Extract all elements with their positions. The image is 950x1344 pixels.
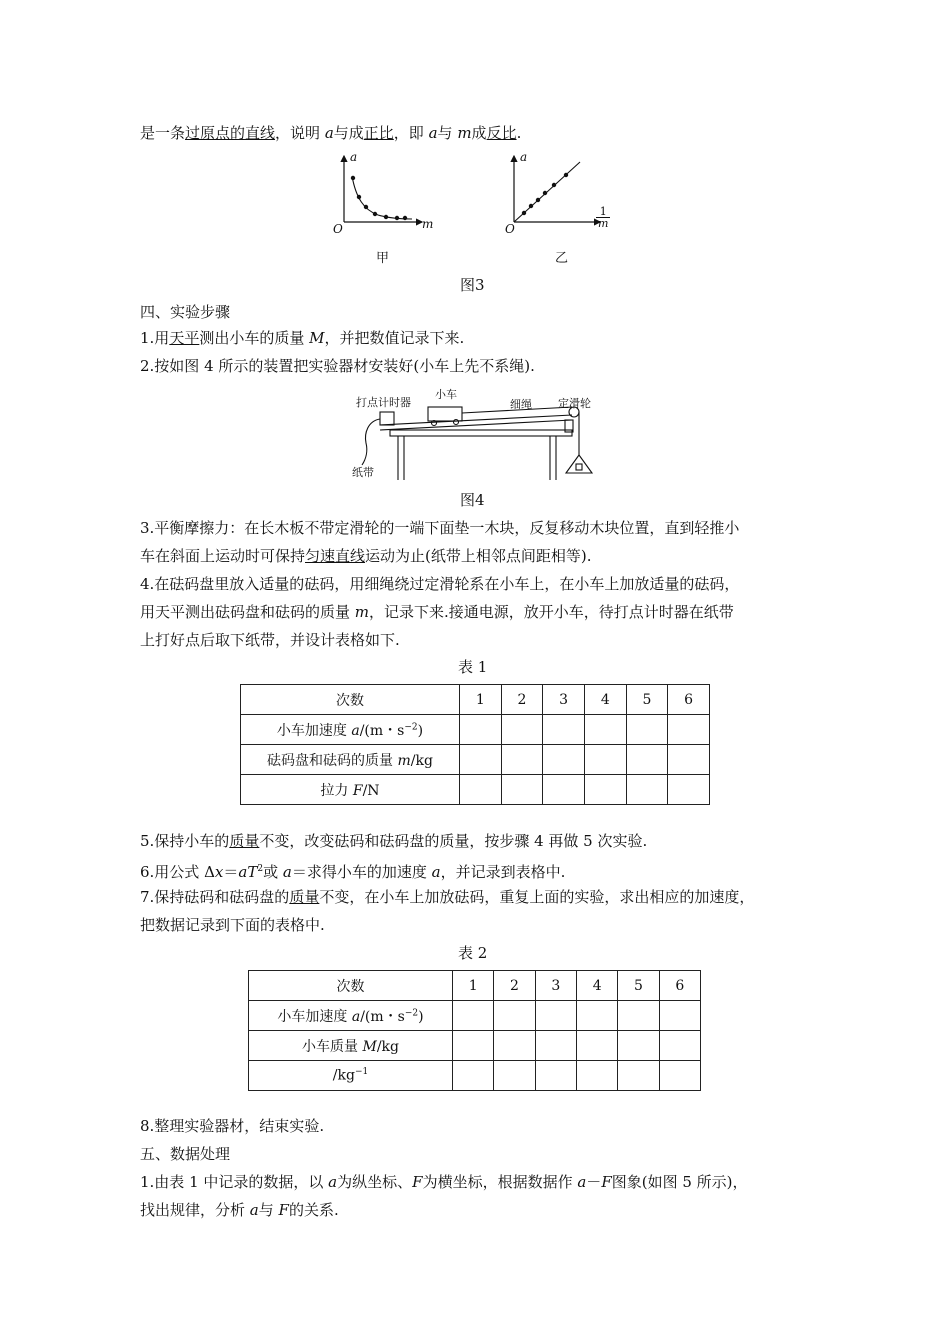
variable: F <box>352 782 363 799</box>
text: 与成 <box>333 124 364 142</box>
data-cell <box>618 1061 659 1091</box>
header-cell: 4 <box>584 685 626 715</box>
data-cell <box>535 1001 576 1031</box>
row-label <box>249 1031 453 1061</box>
row-label <box>241 715 460 745</box>
step-1 <box>140 327 464 349</box>
header-cell: 次数 <box>241 685 460 715</box>
header-cell: 5 <box>626 685 668 715</box>
fraction-denominator: m <box>598 217 609 230</box>
header-cell: 4 <box>576 971 617 1001</box>
text: ，记录下来.接通电源，放开小车，待打点计时器在纸带 <box>369 603 734 621</box>
variable: m <box>354 603 370 621</box>
text: /kg <box>376 1038 399 1055</box>
text: ，说明 <box>275 124 325 142</box>
header-cell: 1 <box>453 971 494 1001</box>
text: 小车加速度 <box>276 722 352 739</box>
variable: a <box>428 124 438 142</box>
data-cell <box>659 1061 700 1091</box>
step-3-line1: 3.平衡摩擦力：在长木板不带定滑轮的一端下面垫一木块，反复移动木块位置，直到轻推小 <box>140 519 740 537</box>
data-cell <box>618 1001 659 1031</box>
text: /N <box>362 782 380 799</box>
data-cell <box>494 1061 535 1091</box>
text: 测出小车的质量 <box>199 329 310 347</box>
variable: aT <box>238 863 258 881</box>
variable: a <box>577 1173 587 1191</box>
superscript: −2 <box>404 721 418 732</box>
data-cell <box>668 775 710 805</box>
data-cell <box>460 775 502 805</box>
text: 与 <box>437 124 458 142</box>
data-cell <box>543 745 585 775</box>
step-4-line1: 4.在砝码盘里放入适量的砝码，用细绳绕过定滑轮系在小车上，在小车上加放适量的砝码， <box>140 575 740 593</box>
data-cell <box>453 1031 494 1061</box>
text: 小车加速度 <box>277 1008 352 1025</box>
text: 图象(如图 5 所示)， <box>611 1173 748 1191</box>
text: ，并记录到表格中. <box>440 863 566 881</box>
variable: a <box>351 1008 361 1025</box>
text: 砝码盘和砝码的质量 <box>267 752 398 769</box>
table1 <box>240 684 710 805</box>
graph-jia-y-label: a <box>350 150 358 164</box>
data-cell <box>535 1061 576 1091</box>
text: 拉力 <box>320 782 353 799</box>
label-string: 细绳 <box>510 398 532 411</box>
variable: m <box>457 124 472 142</box>
data-cell <box>501 715 543 745</box>
header-cell: 次数 <box>249 971 453 1001</box>
step-7-line2: 把数据记录到下面的表格中. <box>140 916 325 934</box>
text: 与 <box>258 1201 279 1219</box>
step-4-line2 <box>140 601 734 623</box>
text: /(m・s <box>360 1008 405 1025</box>
table-row <box>249 1001 701 1031</box>
data-cell <box>576 1001 617 1031</box>
data-cell <box>584 745 626 775</box>
graph-yi-caption: 乙 <box>555 251 569 266</box>
table-row <box>241 715 710 745</box>
text: 5.保持小车的 <box>140 832 230 850</box>
data-cell <box>494 1001 535 1031</box>
table-row <box>249 1061 701 1091</box>
text: 1.用 <box>140 329 170 347</box>
data-cell <box>584 715 626 745</box>
graph-jia-x-label: m <box>422 217 434 231</box>
step-7-line1 <box>140 886 754 908</box>
superscript: −1 <box>354 1067 369 1078</box>
step-6 <box>140 858 565 883</box>
data-cell <box>584 775 626 805</box>
header-cell: 2 <box>494 971 535 1001</box>
table1-caption: 表 1 <box>458 658 488 676</box>
data-cell <box>659 1001 700 1031</box>
step-5 <box>140 830 647 852</box>
data-cell <box>626 745 668 775</box>
text: /kg <box>410 752 433 769</box>
variable: a <box>249 1201 259 1219</box>
header-cell: 6 <box>668 685 710 715</box>
variable: x <box>214 863 224 881</box>
fraction-numerator: 1 <box>599 205 607 218</box>
data-cell <box>460 715 502 745</box>
figure4-caption: 图4 <box>460 491 485 509</box>
header-cell: 3 <box>543 685 585 715</box>
data-cell <box>453 1061 494 1091</box>
graph-jia-origin: O <box>333 222 343 236</box>
table-row <box>241 775 710 805</box>
text: 不变，在小车上加放砝码，重复上面的实验，求出相应的加速度， <box>319 888 755 906</box>
table-row <box>249 1031 701 1061</box>
step-3-line2 <box>140 545 592 567</box>
text: ) <box>418 1008 424 1025</box>
table-row <box>249 971 701 1001</box>
underlined-term: 正比 <box>363 124 394 142</box>
label-timer: 打点计时器 <box>356 396 411 409</box>
variable: a <box>328 1173 338 1191</box>
data-cell <box>576 1061 617 1091</box>
header-cell: 3 <box>535 971 576 1001</box>
text: /kg <box>332 1067 355 1084</box>
data-cell <box>668 715 710 745</box>
data-cell <box>460 745 502 775</box>
underlined-term: 质量 <box>229 832 260 850</box>
variable: F <box>601 1173 612 1191</box>
header-cell: 5 <box>618 971 659 1001</box>
variable: a <box>431 863 441 881</box>
text: 或 <box>263 863 283 881</box>
row-label <box>249 1001 453 1031</box>
text: ＝ <box>223 863 239 881</box>
label-pulley: 定滑轮 <box>558 397 591 410</box>
figure3-caption: 图3 <box>460 276 485 294</box>
row-label <box>241 775 460 805</box>
header-cell: 1 <box>460 685 502 715</box>
table2 <box>248 970 701 1091</box>
table2-caption: 表 2 <box>458 944 488 962</box>
underlined-term: 质量 <box>289 888 320 906</box>
step-2: 2.按如图 4 所示的装置把实验器材安装好(小车上先不系绳). <box>140 357 535 375</box>
text: 运动为止(纸带上相邻点间距相等). <box>365 547 592 565</box>
text: . <box>516 124 522 142</box>
data-cell <box>543 715 585 745</box>
header-cell: 2 <box>501 685 543 715</box>
underlined-term: 过原点的直线 <box>185 124 276 142</box>
label-tape: 纸带 <box>352 466 374 479</box>
text: 用天平测出砝码盘和砝码的质量 <box>140 603 355 621</box>
data-cell <box>543 775 585 805</box>
header-cell: 6 <box>659 971 700 1001</box>
text: ，并把数值记录下来. <box>324 329 465 347</box>
data-cell <box>494 1031 535 1061</box>
text: 为横坐标，根据数据作 <box>422 1173 578 1191</box>
data-cell <box>501 745 543 775</box>
text: 不变，改变砝码和砝码盘的质量，按步骤 4 再做 5 次实验. <box>259 832 648 850</box>
data-cell <box>618 1031 659 1061</box>
intro-line <box>140 122 521 144</box>
section4-heading: 四、实验步骤 <box>140 303 231 321</box>
underlined-term: 天平 <box>169 329 200 347</box>
section5-heading: 五、数据处理 <box>140 1145 231 1163</box>
graph-jia-caption: 甲 <box>376 251 390 266</box>
table-row <box>241 685 710 715</box>
text: － <box>586 1173 602 1191</box>
label-cart: 小车 <box>435 388 457 401</box>
data-cell <box>535 1031 576 1061</box>
data-cell <box>668 745 710 775</box>
text: 7.保持砝码和砝码盘的 <box>140 888 290 906</box>
text: 1.由表 1 中记录的数据，以 <box>140 1173 329 1191</box>
row-label <box>241 745 460 775</box>
variable: a <box>351 722 360 739</box>
text: ，即 <box>393 124 429 142</box>
data-cell <box>659 1031 700 1061</box>
step-8: 8.整理实验器材，结束实验. <box>140 1117 325 1135</box>
variable: a <box>282 863 292 881</box>
underlined-term: 反比 <box>486 124 517 142</box>
text: 车在斜面上运动时可保持 <box>140 547 306 565</box>
text: ) <box>417 722 424 739</box>
variable: F <box>278 1201 289 1219</box>
variable: a <box>324 124 334 142</box>
data-cell <box>576 1031 617 1061</box>
variable: F <box>412 1173 423 1191</box>
data-cell <box>626 775 668 805</box>
figure3-graph-yi <box>500 150 610 240</box>
data-cell <box>626 715 668 745</box>
graph-yi-x-label <box>596 206 610 229</box>
step-4-line3: 上打好点后取下纸带，并设计表格如下. <box>140 631 400 649</box>
superscript: 2 <box>257 864 264 874</box>
text: 的关系. <box>288 1201 339 1219</box>
underlined-term: 匀速直线 <box>305 547 366 565</box>
data-points <box>351 176 407 220</box>
variable: m <box>397 752 411 769</box>
graph-yi-y-label: a <box>520 150 528 164</box>
variable: M <box>309 329 325 347</box>
text: /(m・s <box>359 722 405 739</box>
text: 6.用公式 Δ <box>140 863 215 881</box>
variable: M <box>362 1038 377 1055</box>
data-cell <box>501 775 543 805</box>
superscript: −2 <box>404 1007 419 1018</box>
text: 找出规律，分析 <box>140 1201 250 1219</box>
text: 是一条 <box>140 124 186 142</box>
text: 为纵坐标、 <box>337 1173 413 1191</box>
data-step-1-line1 <box>140 1171 748 1193</box>
text: 成 <box>471 124 487 142</box>
graph-yi-origin: O <box>505 222 515 236</box>
table-row <box>241 745 710 775</box>
text: 小车质量 <box>302 1038 363 1055</box>
row-label <box>249 1061 453 1091</box>
data-step-1-line2 <box>140 1199 339 1221</box>
text: ＝求得小车的加速度 <box>291 863 432 881</box>
data-cell <box>453 1001 494 1031</box>
